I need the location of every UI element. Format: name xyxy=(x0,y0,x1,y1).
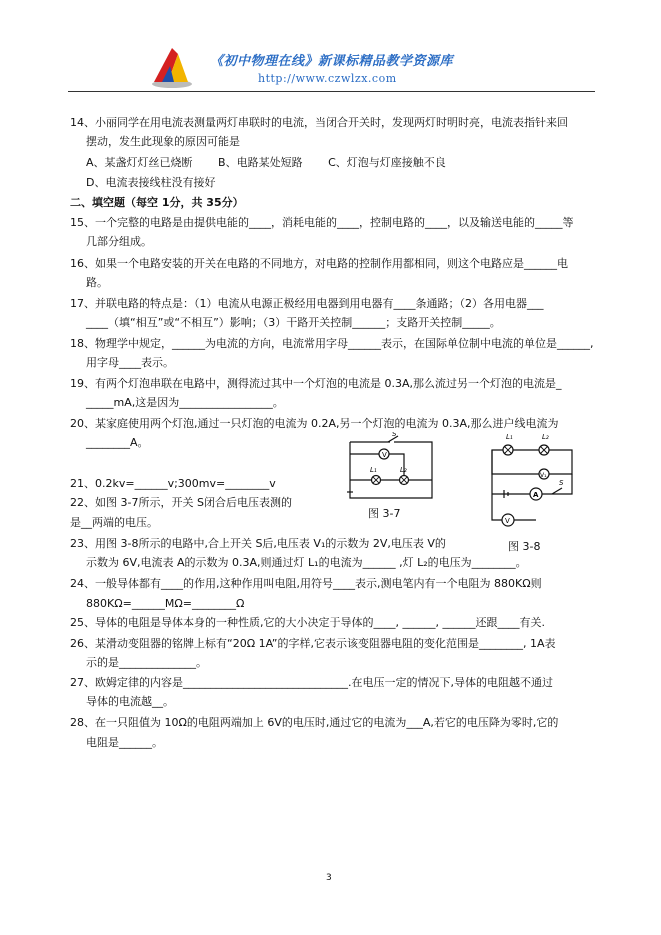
q14-option-d: D、电流表接线柱没有接好 xyxy=(86,176,216,189)
q16-line-2: 路。 xyxy=(86,276,108,289)
figure-3-7-circuit xyxy=(344,432,438,508)
q15-line-1: 15、一个完整的电路是由提供电能的____，消耗电能的____，控制电路的____，以及输送电能的_____等 xyxy=(70,216,574,229)
fig38-l1-label: L₁ xyxy=(506,433,513,441)
q16-line-1: 16、如果一个电路安装的开关在电路的不同地方，对电路的控制作用都相同，则这个电路应是______电 xyxy=(70,257,568,270)
figure-3-8-caption: 图 3-8 xyxy=(508,540,541,553)
q15-line-2: 几部分组成。 xyxy=(86,235,152,248)
q25-line: 25、导体的电阻是导体本身的一种性质,它的大小决定于导体的____, ______, ______还跟____有关. xyxy=(70,616,545,629)
q14-line-2: 摆动，发生此现象的原因可能是 xyxy=(86,135,240,148)
fig38-ammeter-label: A xyxy=(533,491,539,499)
q20-line-1: 20、某家庭使用两个灯泡,通过一只灯泡的电流为 0.2A,另一个灯泡的电流为 0.3A,那么进户线电流为 xyxy=(70,417,559,430)
q18-line-1: 18、物理学中规定，______为电流的方向，电流常用字母______表示，在国际单位制中电流的单位是______, xyxy=(70,337,594,350)
banner-title: 《初中物理在线》新课标精品教学资源库 xyxy=(210,54,454,69)
header-rule xyxy=(68,91,595,92)
fig38-v1-label: V₁ xyxy=(540,472,547,479)
q19-line-2: _____mA,这是因为_________________。 xyxy=(86,396,284,409)
fig37-l2-label: L₂ xyxy=(400,466,407,474)
q19-line-1: 19、有两个灯泡串联在电路中，测得流过其中一个灯泡的电流是 0.3A,那么流过另一个灯泡的电流是_ xyxy=(70,377,562,390)
q17-line-1: 17、并联电路的特点是：（1）电流从电源正极经用电器到用电器有____条通路；（2）各用电器___ xyxy=(70,297,544,310)
q17-line-2: ____（填“相互”或“不相互”）影响；（3）干路开关控制______；支路开关控制_____。 xyxy=(86,316,501,329)
fig37-voltmeter-label: V xyxy=(382,451,387,459)
q26-line-2: 示的是______________。 xyxy=(86,656,207,669)
q21-line: 21、0.2kv=______v;300mv=________v xyxy=(70,477,276,490)
figure-3-7-caption: 图 3-7 xyxy=(368,507,401,520)
page-number: 3 xyxy=(326,873,332,883)
banner-url: http://www.czwlzx.com xyxy=(258,72,397,85)
fig38-switch-label: S xyxy=(559,479,564,487)
q28-line-1: 28、在一只阻值为 10Ω的电阻两端加上 6V的电压时,通过它的电流为___A,若它的电压降为零时,它的 xyxy=(70,716,559,729)
q27-line-2: 导体的电流越__。 xyxy=(86,695,174,708)
q22-line-1: 22、如图 3-7所示，开关 S闭合后电压表测的 xyxy=(70,496,292,509)
q23-line-1: 23、用图 3-8所示的电路中,合上开关 S后,电压表 V₁的示数为 2V,电压表 V的 xyxy=(70,537,446,550)
fig37-switch-label: S xyxy=(392,432,397,438)
q28-line-2: 电阻是______。 xyxy=(86,736,163,749)
q24-line-1: 24、一般导体都有____的作用,这种作用叫电阻,用符号____表示,测电笔内有一个电阻为 880KΩ则 xyxy=(70,577,542,590)
fig37-l1-label: L₁ xyxy=(370,466,377,474)
q14-options-abc: A、某盏灯灯丝已烧断 B、电路某处短路 C、灯泡与灯座接触不良 xyxy=(86,156,446,169)
section-2-title: 二、填空题（每空 1分，共 35分） xyxy=(70,196,244,209)
q24-line-2: 880KΩ=______MΩ=________Ω xyxy=(86,597,245,610)
figure-3-8-circuit xyxy=(484,430,580,534)
q27-line-1: 27、欧姆定律的内容是______________________________.在电压一定的情况下,导体的电阻越不通过 xyxy=(70,676,553,689)
fig38-voltmeter-label: V xyxy=(505,517,510,525)
fig38-l2-label: L₂ xyxy=(542,433,549,441)
q20-line-2: ________A。 xyxy=(86,436,149,449)
q22-line-2: 是__两端的电压。 xyxy=(70,516,158,529)
q26-line-1: 26、某滑动变阻器的铭牌上标有“20Ω 1A”的字样,它表示该变阻器电阻的变化范围是________, 1A表 xyxy=(70,637,556,650)
site-logo xyxy=(148,44,196,90)
q18-line-2: 用字母____表示。 xyxy=(86,356,174,369)
q23-line-2: 示数为 6V,电流表 A的示数为 0.3A,则通过灯 L₁的电流为______ ,灯 L₂的电压为________。 xyxy=(86,556,527,569)
q14-line-1: 14、小丽同学在用电流表测量两灯串联时的电流，当闭合开关时，发现两灯时明时亮，电流表指针来回 xyxy=(70,116,568,129)
